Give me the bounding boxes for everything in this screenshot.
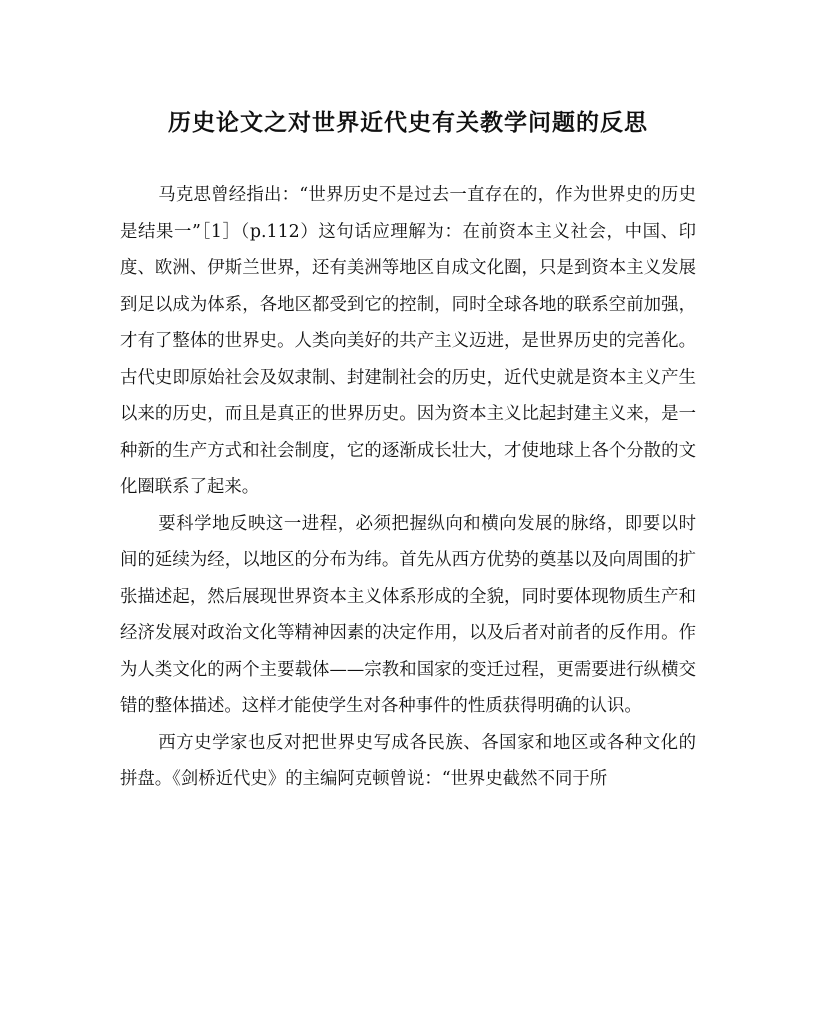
document-title: 历史论文之对世界近代史有关教学问题的反思: [168, 109, 648, 136]
paragraph-3: 西方史学家也反对把世界史写成各民族、各国家和地区或各种文化的拼盘。《剑桥近代史》的主编阿克顿曾说：“世界史截然不同于所: [120, 732, 696, 789]
document-body: [120, 177, 696, 798]
paragraph-1: 马克思曾经指出：“世界历史不是过去一直存在的，作为世界史的历史是结果一”［1］（p.112）这句话应理解为：在前资本主义社会，中国、印度、欧洲、伊斯兰世界，还有美洲等地区自成文化圈，只是到资本主义发展到足以成为体系，各地区都受到它的控制，同时全球各地的联系空前加强，才有了整体的世界史。人类向美好的共产主义迈进，是世界历史的完善化。古代史即原始社会及奴隶制、封建制社会的历史，近代史就是资本主义产生以来的历史，而且是真正的世界历史。因为资本主义比起封建主义来，是一种新的生产方式和社会制度，它的逐渐成长壮大，才使地球上各个分散的文化圈联系了起来。: [120, 185, 696, 497]
paragraph-2: 要科学地反映这一进程，必须把握纵向和横向发展的脉络，即要以时间的延续为经，以地区的分布为纬。首先从西方优势的奠基以及向周围的扩张描述起，然后展现世界资本主义体系形成的全貌，同时要体现物质生产和经济发展对政治文化等精神因素的决定作用，以及后者对前者的反作用。作为人类文化的两个主要载体——宗教和国家的变迁过程，更需要进行纵横交错的整体描述。这样才能使学生对各种事件的性质获得明确的认识。: [120, 513, 696, 716]
